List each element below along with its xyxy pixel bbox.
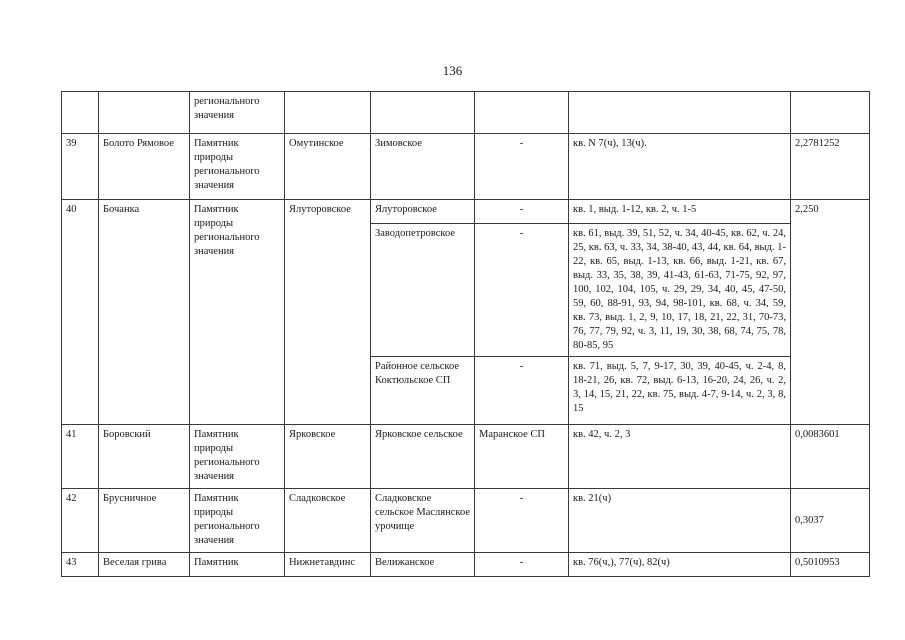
cell-subdivision: - [475, 200, 569, 224]
cell-name: Веселая грива [99, 553, 190, 577]
table-row [62, 553, 870, 577]
cell-quarters: кв. 1, выд. 1-12, кв. 2, ч. 1-5 [569, 200, 791, 224]
cell-district: Сладковское [285, 489, 371, 553]
table-row [62, 92, 870, 134]
cell-area: 2,2781252 [791, 134, 870, 200]
table-row [62, 134, 870, 200]
cell-subdivision: - [475, 357, 569, 425]
cell-area [791, 92, 870, 134]
cell-subdivision: - [475, 224, 569, 357]
cell-quarters: кв. 61, выд. 39, 51, 52, ч. 34, 40-45, кв. 62, ч. 24, 25, кв. 63, ч. 33, 34, 38-40, 43, 44, кв. 64, выд. 1-22, кв. 65, выд. 1-13, кв. 66, выд. 1-21, кв. 67, выд. 33, 35, 38, 39, 41-43, 61-63, 71-75, 92, 97, 100, 102, 104, 105, ч. 29, 29, 34, 40, 45, 47-50, 59, 60, 88-91, 93, 94, 98-101, кв. 68, ч. 34, 59, кв. 73, выд. 1, 2, 9, 10, 17, 18, 21, 22, 31, 70-73, 76, 77, 79, 92, ч. 3, 11, 19, 30, 38, 68, 74, 75, 78, 80-85, 95 [569, 224, 791, 357]
cell-category: Памятник [190, 553, 285, 577]
table-row [62, 489, 870, 553]
protected-areas-table [61, 91, 870, 577]
cell-number: 43 [62, 553, 99, 577]
cell-district: Нижнетавдинс [285, 553, 371, 577]
table-row [62, 425, 870, 489]
cell-category: регионального значения [190, 92, 285, 134]
cell-district: Ялуторовское [285, 200, 371, 425]
cell-category: Памятник природы регионального значения [190, 489, 285, 553]
cell-quarters: кв. 76(ч,), 77(ч), 82(ч) [569, 553, 791, 577]
cell-name: Брусничное [99, 489, 190, 553]
table-row [62, 200, 870, 224]
cell-name: Боровский [99, 425, 190, 489]
cell-forestry: Ялуторовское [371, 200, 475, 224]
cell-area: 0,5010953 [791, 553, 870, 577]
cell-quarters: кв. 42, ч. 2, 3 [569, 425, 791, 489]
cell-number: 39 [62, 134, 99, 200]
cell-forestry: Сладковское сельское Маслянское урочище [371, 489, 475, 553]
cell-district [285, 92, 371, 134]
cell-number [62, 92, 99, 134]
cell-district: Омутинское [285, 134, 371, 200]
cell-subdivision [475, 92, 569, 134]
cell-name: Бочанка [99, 200, 190, 425]
cell-area: 2,250 [791, 200, 870, 425]
cell-forestry: Заводопетровское [371, 224, 475, 357]
cell-quarters [569, 92, 791, 134]
cell-forestry: Велижанское [371, 553, 475, 577]
cell-number: 41 [62, 425, 99, 489]
cell-name [99, 92, 190, 134]
cell-name: Болото Рямовое [99, 134, 190, 200]
cell-subdivision: - [475, 489, 569, 553]
cell-subdivision: - [475, 134, 569, 200]
cell-category: Памятник природы регионального значения [190, 200, 285, 425]
cell-category: Памятник природы регионального значения [190, 134, 285, 200]
cell-area: 0,0083601 [791, 425, 870, 489]
cell-quarters: кв. 21(ч) [569, 489, 791, 553]
cell-category: Памятник природы регионального значения [190, 425, 285, 489]
cell-subdivision: Маранское СП [475, 425, 569, 489]
page-number: 136 [442, 63, 463, 78]
cell-district: Ярковское [285, 425, 371, 489]
cell-forestry: Зимовское [371, 134, 475, 200]
cell-subdivision: - [475, 553, 569, 577]
cell-area: 0,3037 [791, 489, 870, 553]
cell-forestry [371, 92, 475, 134]
cell-quarters: кв. N 7(ч), 13(ч). [569, 134, 791, 200]
cell-forestry: Районное сельское Коктюльское СП [371, 357, 475, 425]
cell-forestry: Ярковское сельское [371, 425, 475, 489]
cell-number: 40 [62, 200, 99, 425]
cell-number: 42 [62, 489, 99, 553]
cell-quarters: кв. 71, выд. 5, 7, 9-17, 30, 39, 40-45, ч. 2-4, 8, 18-21, 26, кв. 72, выд. 6-13, 16-20, 24, 26, ч. 2, 3, 14, 15, 21, 22, кв. 75, выд. 4-7, 9-14, ч. 2, 3, 8, 15 [569, 357, 791, 425]
